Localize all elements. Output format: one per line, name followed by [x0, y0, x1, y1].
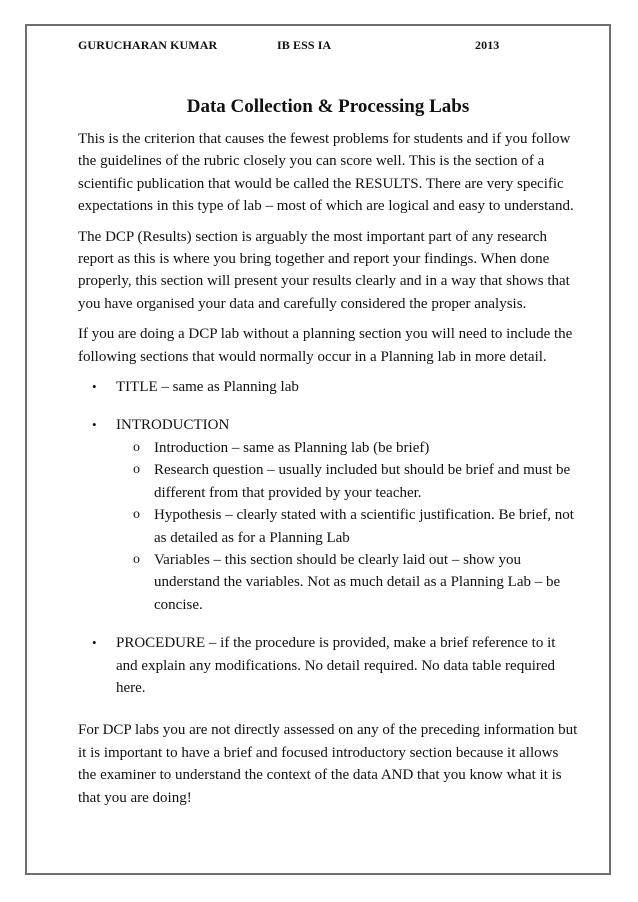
circle-bullet-icon: o	[133, 439, 140, 455]
header-year: 2013	[475, 38, 500, 52]
sublist-item-text: Hypothesis – clearly stated with a scientific justification. Be brief, not as detailed as for a Planning Lab	[154, 507, 574, 546]
list-item-introduction	[78, 414, 578, 616]
bullet-icon: •	[92, 417, 97, 433]
list-item-title	[78, 376, 578, 398]
circle-bullet-icon: o	[133, 551, 140, 567]
introduction-sublist	[116, 437, 578, 616]
sublist-item-text: Research question – usually included but should be brief and must be different from that provided by your teacher.	[154, 462, 571, 501]
sublist-item	[116, 459, 578, 504]
list-item-text: PROCEDURE – if the procedure is provided, make a brief reference to it and explain any modifications. No detail required. No data table required here.	[116, 635, 556, 696]
circle-bullet-icon: o	[133, 507, 140, 523]
paragraph-dcp-importance: The DCP (Results) section is arguably the most important part of any research report as this is where you bring together and report your findings. When done properly, this section will present your results clearly and in a way that shows that you have organised your data and carefully considered the proper analysis.	[78, 228, 570, 312]
paragraph-closing: For DCP labs you are not directly assessed on any of the preceding information but it is important to have a brief and focused introductory section because it allows the examiner to understand the context of the data AND that you know what it is that you are doing!	[78, 722, 578, 806]
header-subject: IB ESS IA	[277, 38, 332, 52]
circle-bullet-icon: o	[133, 462, 140, 478]
bullet-icon: •	[92, 635, 97, 651]
list-item-text: INTRODUCTION	[116, 417, 230, 434]
list-item-procedure	[78, 632, 578, 699]
sublist-item	[116, 437, 578, 459]
list-item-text: TITLE – same as Planning lab	[116, 379, 299, 396]
section-list	[78, 376, 578, 699]
sublist-item	[116, 504, 578, 549]
paragraph-intro: This is the criterion that causes the fewest problems for students and if you follow the guidelines of the rubric closely you can score well. This is the section of a scientific publication that would be called the RESULTS. There are very specific expectations in this type of lab – most of which are logical and easy to understand.	[78, 131, 574, 215]
sublist-item-text: Introduction – same as Planning lab (be brief)	[154, 439, 430, 456]
document-body	[78, 95, 578, 817]
document-title: Data Collection & Processing Labs	[186, 96, 470, 117]
header-author: GURUCHARAN KUMAR	[78, 38, 218, 52]
paragraph-required-sections: If you are doing a DCP lab without a planning section you will need to include the following sections that would normally occur in a Planning lab in more detail.	[78, 326, 573, 365]
page-header	[78, 38, 548, 54]
bullet-icon: •	[92, 379, 97, 395]
sublist-item	[116, 549, 578, 616]
sublist-item-text: Variables – this section should be clearly laid out – show you understand the variables. Not as much detail as a Planning Lab – be concise.	[154, 551, 561, 613]
